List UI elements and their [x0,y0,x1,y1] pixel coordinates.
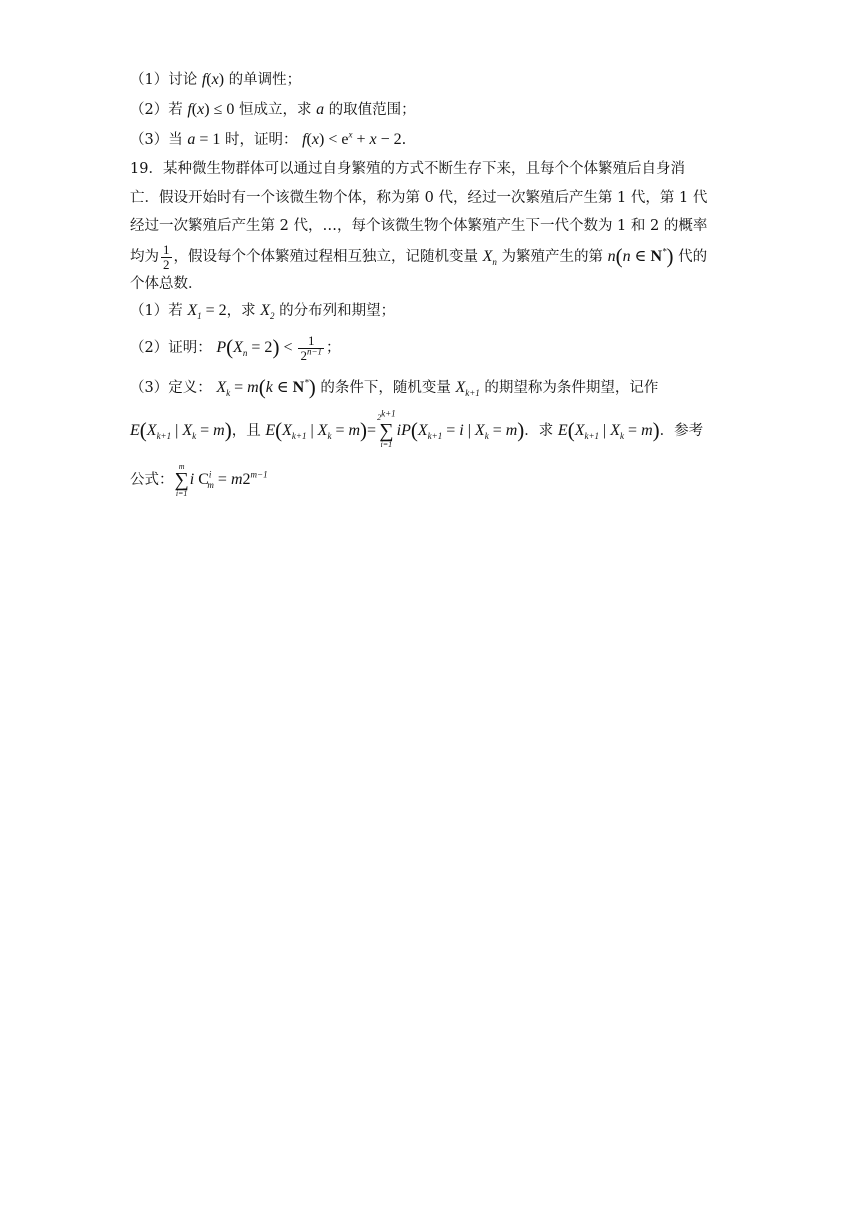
q19-sub-1 [130,301,395,321]
inequality-formula: $f(x) < e^x + x - 2$ [302,129,402,148]
part-3-text: 时，证明： [224,132,298,148]
part-1-line [130,70,301,90]
q19-s3-prefix: （3）定义： [130,380,212,396]
q19-line-5: 个体总数． [130,276,203,292]
q19-s3-l2-a: ，且 [231,423,261,439]
q19-s2-prefix: （2）证明： [130,340,212,356]
q19-sub-3 [130,372,658,403]
part-2-suffix: 的取值范围； [328,102,416,118]
q19-s3-l3: 公式： [130,472,174,488]
q19-line-4 [130,241,707,272]
reference-formula: m ∑ i=1 i $C^i_m = m2^{m-1}$ [174,462,268,499]
n-in-N-star: n(n ∈ N*) [607,244,674,268]
q19-line-2: 亡．假设开始时有一个该微生物个体，称为第 0 代，经过一次繁殖后产生第 1 代，第 1 代 [130,190,708,206]
part-1-prefix: （1）讨论 [130,72,198,88]
x1-eq-2: $X_1 = 2$ [187,302,227,322]
q19-s2-suffix: ； [326,340,341,356]
xk-eq-m: $X_k = m(k$ ∈ N*) [216,375,316,399]
q19-line-4-b: ，假设每个个体繁殖过程相互独立，记随机变量 [173,249,478,265]
q19-s1-suffix: 的分布列和期望； [279,303,396,319]
one-half-fraction: $\frac{1}{2}$ [163,241,170,272]
part-2-line [130,100,416,120]
q19-s3-l2-b: ．求 [524,423,554,439]
part-2-prefix: （2）若 [130,102,183,118]
q19-s3-suffix: 的期望称为条件期望，记作 [484,380,659,396]
q19-sub-3-line-3 [130,462,268,498]
q19-line-4-c: 为繁殖产生的第 [501,249,603,265]
a-eq-1: a = 1 [187,131,221,148]
cond-expectation-def: $E(X_{k+1}$ | $X_k = m)=$ $2^{k+1}$ ∑ i=1 $iP(X_{k+1} = i$ | $X_k = m$) [265,408,525,450]
var-a: a [316,101,325,118]
q19-line-1: 19．某种微生物群体可以通过自身繁殖的方式不断生存下来，且每个个体繁殖后自身消 [130,161,685,177]
q19-line-3: 经过一次繁殖后产生第 2 代，…，每个该微生物个体繁殖产生下一代个数为 1 和 2 的概率 [130,218,708,234]
part-1-text: 的单调性； [228,72,302,88]
cond-expectation: $E(X_{k+1}$ | $X_k = m$) [130,418,232,442]
q19-sub-3-line-2 [130,408,704,450]
q19-s1-mid: ，求 [226,303,256,319]
part-3-prefix: （3）当 [130,132,183,148]
q19-line-4-a: 均为 [130,249,159,265]
prob-inequality: $P(X_n = 2)$ < [216,335,297,359]
x-2: $X_2$ [260,302,275,322]
q19-line-4-d: 代的 [678,249,708,265]
x-n: $X_n$ [482,248,497,268]
cond-expectation-ask: $E(X_{k+1}$ | $X_k = m$) [557,418,660,442]
q19-sub-2 [130,330,341,365]
part-2-text: 恒成立，求 [238,102,312,118]
part-3-end: . [401,132,407,148]
one-over-2-pow-n-1: $\frac{1}{2^{n-1}}$ [300,332,323,363]
f-le-0-formula: f(x) ≤ 0 [187,101,235,118]
q19-s3-l2-c: ．参考 [659,423,704,439]
f-of-x: f(x) [201,71,225,88]
part-3-line [130,130,406,150]
x-k-plus-1: $X_{k+1}$ [455,379,480,399]
q19-s1-prefix: （1）若 [130,303,183,319]
q19-s3-mid: 的条件下，随机变量 [320,380,451,396]
